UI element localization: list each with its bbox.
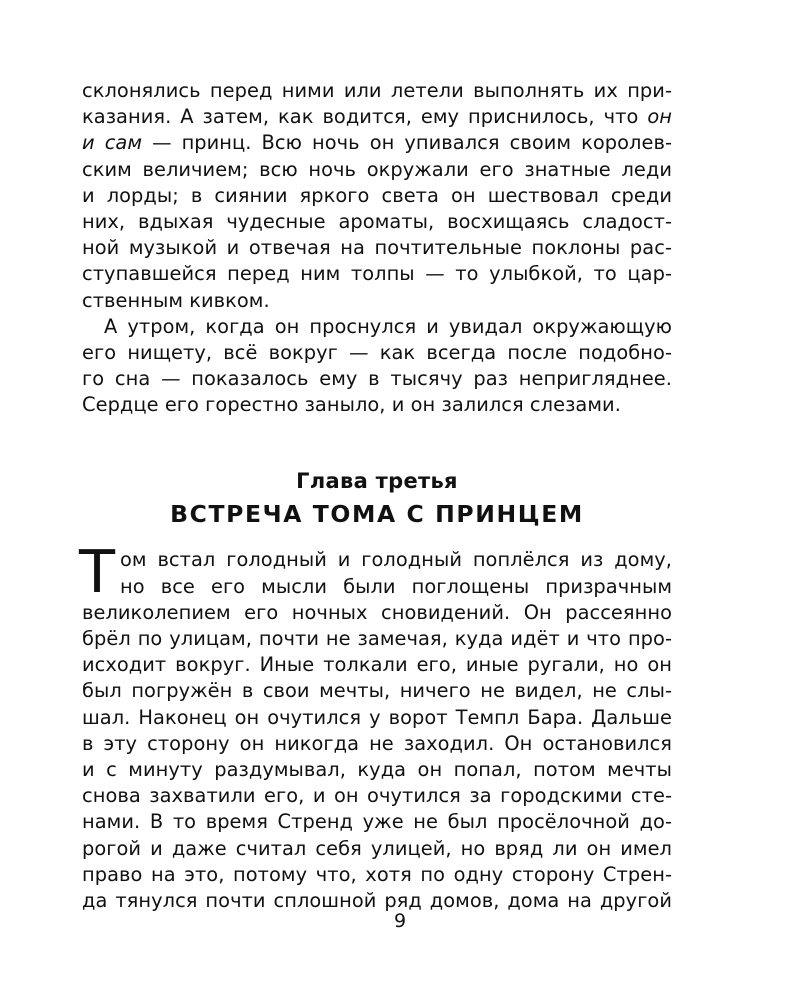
italic-fragment: и сам [82,131,143,155]
text-line: снова захватили его, и он очутился за городскими сте- [82,784,672,808]
text-line: его нищету, всё вокруг — как всегда после подобно- [82,340,672,364]
spacer [82,532,672,547]
text-line: был погружён в свои мечты, ничего не видел, не слы- [82,679,672,703]
book-page [79,78,673,914]
page-number: 9 [393,910,407,932]
text-line: великолепием его ночных сновидений. Он рассеянно [82,600,672,624]
text-line: но все его мысли были поглощены призрачным [120,574,672,598]
spacer [82,418,672,466]
text-line: шал. Наконец он очутился у ворот Темпл Бара. Дальше [82,705,672,729]
text-line: да тянулся почти сплошной ряд домов, дома на другой [82,888,672,912]
text-line: ственным кивком. [82,288,270,312]
text-line: и с минуту раздумывал, куда он попал, потом мечты [82,757,672,781]
text-line: ским величием; всю ночь окружали его знатные леди [82,157,672,181]
text-line: Сердце его горестно заныло, и он залился слезами. [82,393,621,417]
text-line: рогой и даже считал себя улицей, но вряд ли он имел [82,836,672,860]
text-line: А утром, когда он проснулся и увидал окружающую [104,314,672,338]
text-line: право на это, потому что, хотя по одну сторону Стрен- [82,862,672,886]
chapter-number: Глава третья [296,469,458,494]
text-line: склонялись перед ними или летели выполнять их при- [82,79,672,102]
drop-cap: Т [79,537,116,607]
text-line: исходит вокруг. Иные толкали его, иные ругали, но он [82,653,672,677]
text-line: го сна — показалось ему в тысячу раз непригляднее. [82,367,672,391]
text-fragment: — принц. Всю ночь он упивался своим королев- [142,131,673,155]
italic-fragment: он [647,105,672,129]
text-line: брёл по улицам, почти не замечая, куда идёт и что про- [82,627,672,650]
text-line: ной музыкой и отвечая на почтительные поклоны рас- [82,236,672,260]
chapter-body [79,537,672,914]
text-line: них, вдыхая чудесные ароматы, восхищаясь сладост- [82,209,672,233]
text-line [82,130,672,156]
paragraph [82,314,672,419]
text-line: в эту сторону он никогда не заходил. Он остановился [82,731,672,755]
text-fragment: казания. А затем, как водится, ему приснилось, что [82,105,648,129]
text-line: нами. В то время Стренд уже не был просёлочной до- [82,810,672,834]
text-line: и лорды; в сиянии яркого света он шествовал среди [82,183,672,207]
text-line: ом встал голодный и голодный поплёлся из дому, [120,548,672,572]
text-line [82,104,672,130]
chapter-title: ВСТРЕЧА ТОМА С ПРИНЦЕМ [170,500,584,529]
paragraph-continuation [82,78,672,314]
text-line: ступавшейся перед ним толпы — то улыбкой, то цар- [82,262,672,286]
